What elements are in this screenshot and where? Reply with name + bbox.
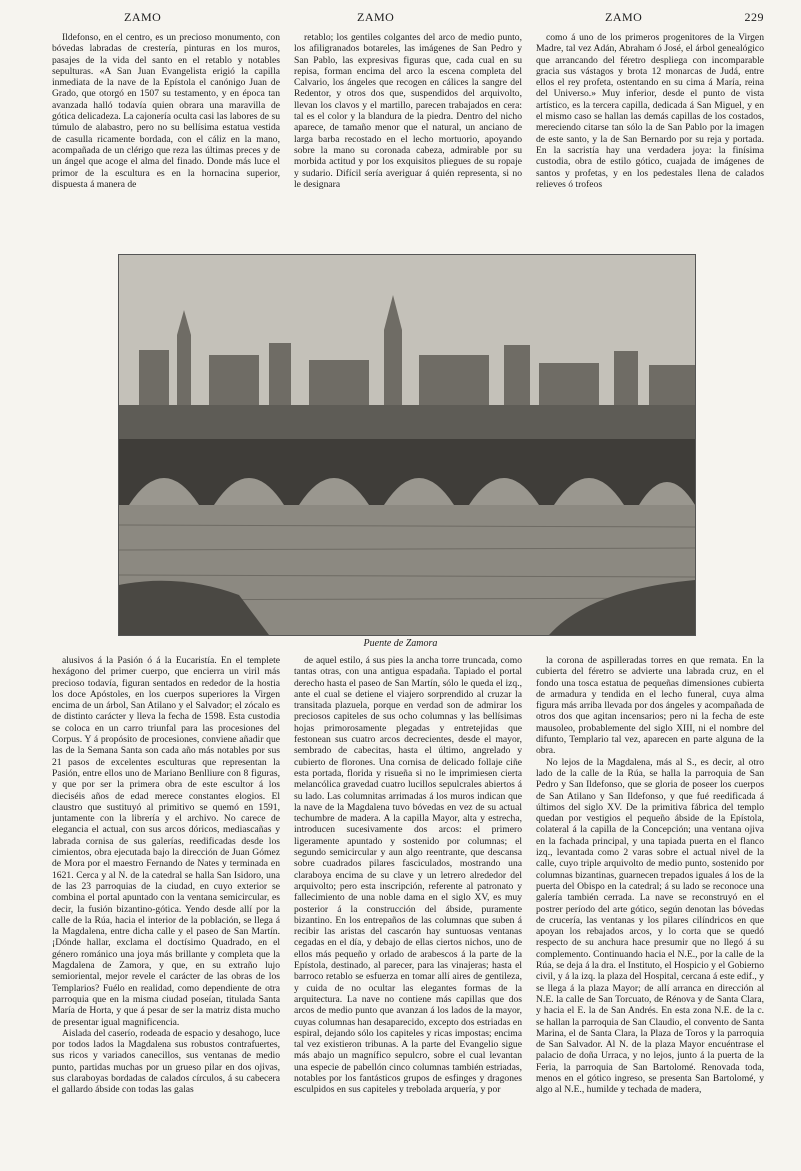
text-column-2 <box>294 655 522 1160</box>
paragraph: de aquel estilo, á sus pies la ancha torre truncada, como tantas otras, con una antigua espadaña. Tapiado el portal derecho hasta el paseo de San Martín, sólo le queda el izq., ante el cual se detiene el viajero sorprendido al cruzar la transitada plazuela, porque en verdad son de admirar los preciosos capiteles de sus ocho columnas y las bellísimas hojas primorosamente plegadas y entretejidas que festonean sus cuatro arcos decrecientes, desde el mayor, sembrado de cabecitas, hasta el último, angrelado y cubierto de florones. Una cornisa de delicado follaje ciñe esta portada, florida y risueña si no le imprimiesen cierta melancólica gravedad cuatro lucillos sepulcrales abiertos á su lado. Las columnitas arrimadas á los muros indican que la nave de la Magdalena tuvo bóvedas en vez de su actual techumbre de madera. A la capilla Mayor, alta y estrecha, introducen sucesivamente dos arcos: el primero ligeramente apuntado y sostenido por columnas; el segundo semicircular y aun algo reentrante, que descansa sobre cuadrados pilares fasciculados, mostrando una claraboya encima de su clave y un letrero alrededor del arquivolto; pero esta inscripción, referente al patronato y fallecimiento de una noble dama en el siglo XV, es muy posterior á la construcción del ábside, puramente bizantino. En los entrepaños de las columnas que suben á recibir las aristas del cascarón hay suntuosas ventanas cegadas en el día, y debajo de ellas ciertos nichos, uno de ellos más pequeño y orlado de arabescos á la parte de la Epístola, destinado, al parecer, para las vinajeras; hasta el barroco retablo se esfuerza en tomar allí aires de gentileza, y cuida de no ocultar las elegantes formas de la arquitectura. La nave no contiene más capillas que dos arcos de medio punto que avanzan á los lados de la mayor, cuyas columnas han desaparecido, excepto dos estriadas en espiral, dejando sólo los capiteles y ricas impostas; encima tal vez existieron tribunas. A la parte del Evangelio sigue más abajo un magnífico sepulcro, sobre el cual levantan una especie de pabellón cinco columnas también estriadas, notables por los fantásticos grupos de esfinges y dragones esculpidos en sus capiteles y trebolada arquería, y por <box>294 655 522 1096</box>
bridge-illustration <box>118 254 696 636</box>
paragraph: retablo; los gentiles colgantes del arco de medio punto, los afiligranados botareles, las imágenes de San Pedro y San Pablo, las expresivas figuras que, cada cual en su repisa, forman encima del arco la escena completa del Calvario, los ángeles que recogen en cálices la sangre del Redentor, y otros dos que, suspendidos del arquivolto, llevan los clavos y el martillo, parecen trabajados en cera: tal es el color y la blandura de la piedra. Dentro del nicho aparece, de tamaño menor que el natural, un anciano de larga barba recostado en el lecho mortuorio, apoyando sobre la mano su coronada cabeza, admirable por su morbida actitud y por los exquisitos pliegues de su ropaje y sudario. Difícil sería averiguar á quién representa, si no le designara <box>294 32 522 190</box>
header-right: ZAMO <box>605 10 643 24</box>
paragraph: Aislada del caserío, rodeada de espacio y desahogo, luce por todos lados la Magdalena sus robustos contrafuertes, sus ricos y variados canecillos, sus ventanas de medio punto, partidas muchas por un grueso pilar en dos ojivas, sus claraboyas bordadas de calados círculos, á su cabecera el gallardo ábside con todas las galas <box>52 1027 280 1096</box>
paragraph: Ildefonso, en el centro, es un precioso monumento, con bóvedas labradas de crestería, pinturas en los muros, pasajes de la vida del santo en el retablo y notables sepulturas. «A San Juan Evangelista erigió la capilla inmediata de la nave de la Epístola el canónigo Juan de Grado, que otorgó en 1507 su testamento, y en época tan avanzada halló todavía quien obrara una maravilla de gótica delicadeza. La cajonería oculta casi las labores de su túmulo de alabastro, pero no su bellísima estatua vestida de casulla ricamente bordada, con el cáliz en la mano, acompañada de un clérigo que reza las últimas preces y de un ángel que acoge el alma del finado. Donde más luce el primor de la escultura es en la hornacina superior, dispuesta á manera de <box>52 32 280 190</box>
text-column-1 <box>52 32 280 250</box>
paragraph: alusivos á la Pasión ó á la Eucaristía. En el templete hexágono del primer cuerpo, que encierra un viril más precioso todavía, figuran sentados en rededor de la hostia los doce Apóstoles, en los cuerpos superiores la Virgen encima de un árbol, San Atilano y el Salvador; el zócalo es de distinto carácter y lleva la fecha de 1598. Esta custodia se coloca en un carro triunfal para las procesiones del Corpus. Y á propósito de procesiones, conviene añadir que las de la Semana Santa son cada año más notables por sus 21 pasos de excelentes esculturas que representan la Pasión, entre ellos uno de Mariano Benlliure con 8 figuras, y que por ser la primera obra de este escultor á los dieciséis años de edad merece constantes elogios. El claustro que sustituyó al primitivo se quemó en 1591, juntamente con la librería y el archivo. No carece de elegancia el actual, con sus arcos dóricos, mediascañas y labrada cornisa de sus galerías, reedificadas desde los cimientos, obra ejecutada bajo la dirección de Juan Gómez de Mora por el maestro Fernando de Nates y terminada en 1621. Cerca y al N. de la catedral se halla San Isidoro, una de las 23 parroquias de la ciudad, en cuyo exterior se combina el portal apuntado con la ventana semicircular, es decir, la fusión bizantino-gótica. Yendo desde allí por la calle de la Rúa, hacia el interior de la población, se llega á la Magdalena, entre dicha calle y el paseo de San Martín. ¡Dónde hallar, exclama el doctísimo Quadrado, en el género románico una joya más brillante y completa que la Magdalena de Zamora, y que, en su extraño lujo semioriental, mejor revele el carácter de las obras de los Templarios? Fuélo en realidad, como dependiente de otra parroquia que en la misma ciudad poseían, titulada Santa María de Horta, y que á pesar de ser la matriz dista mucho de presentar igual magnificencia. <box>52 655 280 1028</box>
paragraph: la corona de aspilleradas torres en que remata. En la cubierta del féretro se advierte una labrada cruz, en el fondo una tosca estatua de pequeñas dimensiones cubierta de armadura y tendida en el lecho funeral, cuya alma figura más arriba llevada por dos ángeles y acompañada de otros dos que agitan incensarios; pero ni la fecha de este mausoleo, probablemente del siglo XIII, ni el nombre del difunto, Templario tal vez, aparecen en parte alguna de la obra. <box>536 655 764 757</box>
text-column-3 <box>536 32 764 250</box>
running-header <box>52 10 764 28</box>
text-column-2 <box>294 32 522 250</box>
page-number: 229 <box>744 10 764 24</box>
header-center: ZAMO <box>357 10 395 24</box>
top-text-columns <box>52 32 764 250</box>
text-column-3 <box>536 655 764 1160</box>
figure-caption: Puente de Zamora <box>363 638 438 649</box>
bottom-text-columns <box>52 655 764 1160</box>
paragraph: No lejos de la Magdalena, más al S., es decir, al otro lado de la calle de la Rúa, se halla la parroquia de San Pedro y San Ildefonso, que se gloria de poseer los cuerpos de San Atilano y San Ildefonso, y que fué reedificada á últimos del siglo XV. De la primitiva fábrica del templo quedan por vestigios el pequeño ábside de la Epístola, colateral á la capilla de la Concepción; una ventana ojiva en la fachada principal, y una tapiada puerta en el flanco izq., levantada como 2 varas sobre el actual nivel de la calle, cuyo triple arquivolto de medio punto, sostenido por columnas bizantinas, guarnecen trepados iguales á los de la puerta del Obispo en la catedral; á su lado se reconoce una galería también cerrada. La nave se reconstruyó en el postrer período del arte gótico, según denotan las bóvedas de crucería, las ventanas y los pilares cilíndricos en que apoyan los rebajados arcos, y lo corta que se quedó respecto de su anchura hace presumir que no llegó á su complemento. Continuando hacia el N.E., por la calle de la Rúa, se deja á la dra. el Instituto, el Hospicio y el Gobierno civil, y á la izq. la plaza del Hospital, cercana á este edif., y se llega á la plaza Mayor; de allí arranca en dirección al N.E. la calle de San Torcuato, de Rénova y de Santa Clara, y hacia el E. la de San Andrés. En esta zona N.E. de la c. se hallan la parroquia de San Claudio, el convento de Santa Marina, el de Santa Clara, la Plaza de Toros y la parroquia de San Salvador. Al N. de la plaza Mayor encuéntrase el palacio de doña Urraca, y no lejos, junto á la puerta de la Feria, la parroquia de San Bartolomé. Renovada toda, menos en el gótico ingreso, se presenta San Bartolomé, y algo al N.E., humilde y techada de madera, <box>536 756 764 1096</box>
paragraph: como á uno de los primeros progenitores de la Virgen Madre, tal vez Adán, Abraham ó José, el árbol genealógico que arrancando del féretro despliega con incomparable gracia sus vástagos y brota 12 monarcas de Judá, entre ellos el rey profeta, ostentando en su cima á María, reina del Universo.» Muy inferior, desde el punto de vista artístico, es la tercera capilla, dedicada á San Miguel, y en el mismo caso se hallan las demás capillas de los costados, mereciendo citarse tan sólo la de San Pablo por la imagen de este santo, y la de San Bernardo por su reja y portada. En la sacristía hay una verdadera joya: la finísima custodia, obra de estilo gótico, cuajada de imágenes de santos y profetas, y en los pedestales llena de calados relieves ó trofeos <box>536 32 764 190</box>
text-column-1 <box>52 655 280 1160</box>
bridge-engraving <box>119 255 695 635</box>
header-left: ZAMO <box>124 10 162 24</box>
